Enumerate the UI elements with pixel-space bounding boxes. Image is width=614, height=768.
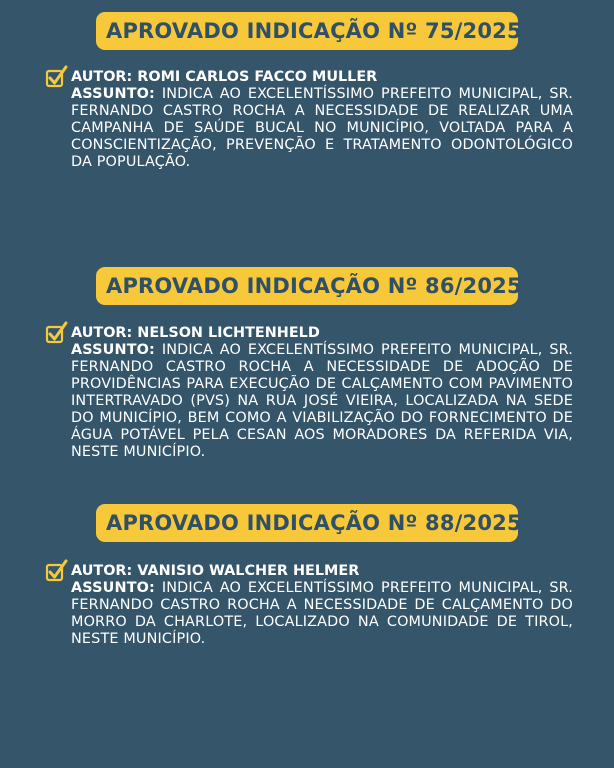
author-label: AUTOR: — [71, 563, 133, 579]
checkbox-check-icon — [45, 65, 69, 89]
subject-body: INDICA AO EXCELENTÍSSIMO PREFEITO MUNICIPAL, SR. FERNANDO CASTRO ROCHA A NECESSIDADE DE ADOÇÃO DE PROVIDÊNCIAS PARA EXECUÇÃO DE CALÇAMENTO COM PAVIMENTO INTERTRAVADO (PVS) NA RUA JOSÉ VIEIRA, LOCALIZADA NA SEDE DO MUNICÍPIO, BEM COMO A VIABILIZAÇÃO DO FORNECIMENTO DE ÁGUA POTÁVEL PELA CESAN AOS MORADORES DA REFERIDA VIA, NESTE MUNICÍPIO. — [71, 342, 573, 460]
author-line — [71, 563, 573, 580]
checkbox-check-icon — [45, 559, 69, 583]
subject-body: INDICA AO EXCELENTÍSSIMO PREFEITO MUNICIPAL, SR. FERNANDO CASTRO ROCHA A NECESSIDADE DE CALÇAMENTO DO MORRO DA CHARLOTE, LOCALIZADO NA COMUNIDADE DE TIROL, NESTE MUNICÍPIO. — [71, 580, 573, 647]
subject-text — [71, 86, 573, 171]
author-line — [71, 69, 573, 86]
subject-text — [71, 580, 573, 648]
author-name: NELSON LICHTENHELD — [137, 325, 320, 341]
checkbox-check-icon — [45, 321, 69, 345]
author-name: VANISIO WALCHER HELMER — [137, 563, 360, 579]
subject-label: ASSUNTO: — [71, 342, 155, 358]
author-name: ROMI CARLOS FACCO MULLER — [137, 69, 378, 85]
indicacao-88-title: APROVADO INDICAÇÃO Nº 88/2025 — [96, 504, 518, 542]
author-label: AUTOR: — [71, 325, 133, 341]
subject-text — [71, 342, 573, 461]
subject-label: ASSUNTO: — [71, 86, 155, 102]
indicacao-88-entry — [45, 563, 573, 648]
subject-label: ASSUNTO: — [71, 580, 155, 596]
subject-body: INDICA AO EXCELENTÍSSIMO PREFEITO MUNICIPAL, SR. FERNANDO CASTRO ROCHA A NECESSIDADE DE REALIZAR UMA CAMPANHA DE SAÚDE BUCAL NO MUNICÍPIO, VOLTADA PARA A CONSCIENTIZAÇÃO, PREVENÇÃO E TRATAMENTO ODONTOLÓGICO DA POPULAÇÃO. — [71, 86, 573, 170]
indicacao-75-entry — [45, 69, 573, 171]
author-line — [71, 325, 573, 342]
indicacao-86-entry — [45, 325, 573, 461]
indicacao-75-title: APROVADO INDICAÇÃO Nº 75/2025 — [96, 12, 518, 50]
indicacao-86-title: APROVADO INDICAÇÃO Nº 86/2025 — [96, 267, 518, 305]
author-label: AUTOR: — [71, 69, 133, 85]
